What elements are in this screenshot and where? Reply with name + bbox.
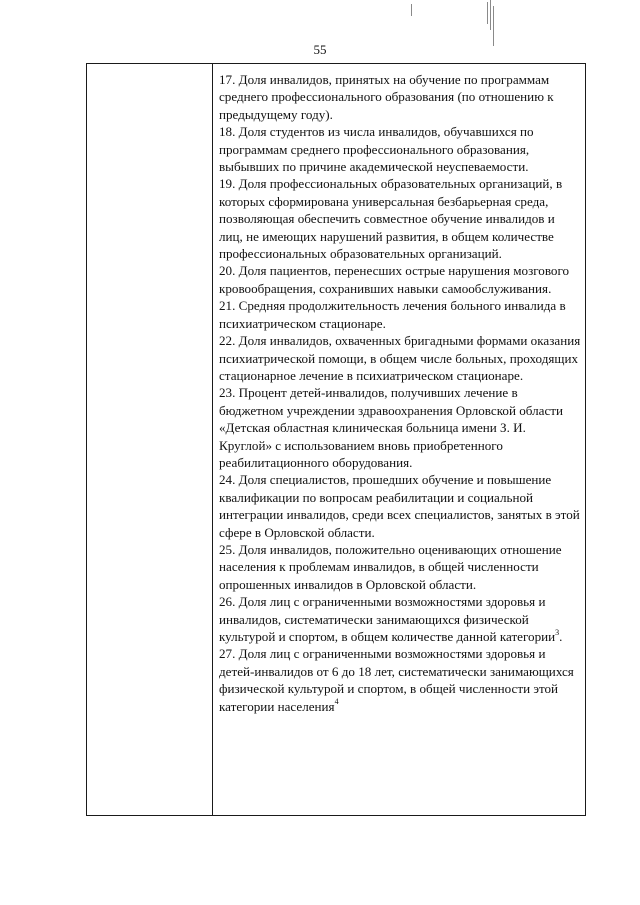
column-divider [212,64,213,815]
empty-left-cell [87,64,212,815]
indicator-text: 23. Процент детей-инвалидов, получивших лечение в бюджетном учреждении здравоохранения Орловской области «Детская областная клиническая больница имени З. И. Круглой» с использованием вновь приобретенного реабилитационного оборудования. [219,385,563,470]
scan-mark [487,2,488,24]
indicator-text: 26. Доля лиц с ограниченными возможностями здоровья и инвалидов, систематически занимающихся физической культурой и спортом, в общем количестве данной категории [219,594,556,644]
indicator-item [219,175,581,262]
page-number: 55 [313,42,327,57]
indicator-item [219,123,581,175]
indicator-text: 21. Средняя продолжительность лечения больного инвалида в психиатрическом стационаре. [219,298,566,331]
indicator-text: 20. Доля пациентов, перенесших острые нарушения мозгового кровообращения, сохранивших навыки самообслуживания. [219,263,570,296]
indicator-item [219,262,581,297]
indicator-item [219,471,581,541]
indicator-item [219,541,581,593]
scan-mark [490,0,491,30]
scan-mark [411,4,412,16]
indicator-item [219,593,581,645]
footnote-ref: 3 [555,627,560,637]
scan-mark [493,6,494,46]
indicator-tail: . [559,629,563,644]
indicator-item [219,384,581,471]
indicator-text: 18. Доля студентов из числа инвалидов, обучавшихся по программам среднего профессионального образования, выбывших по причине академической неуспеваемости. [219,124,534,175]
footnote-ref: 4 [334,697,339,707]
indicator-text: 19. Доля профессиональных образовательных организаций, в которых сформирована универсальная безбарьерная среда, позволяющая обеспечить совместное обучение инвалидов и лиц, не имеющих нарушений развития, в общем количестве профессиональных образовательных организаций. [219,176,563,262]
indicator-text: 22. Доля инвалидов, охваченных бригадными формами оказания психиатрической помощи, в общем числе больных, проходящих стационарное лечение в психиатрическом стационаре. [219,333,581,383]
indicator-item [219,332,581,384]
indicator-text: 17. Доля инвалидов, принятых на обучение по программам среднего профессионального образования (по отношению к предыдущему году). [219,72,554,122]
indicator-table [86,63,586,816]
indicator-item [219,71,581,123]
indicator-item [219,297,581,332]
indicator-list [219,71,581,715]
indicator-text: 27. Доля лиц с ограниченными возможностями здоровья и детей-инвалидов от 6 до 18 лет, систематически занимающихся физической культурой и спортом, в общей численности этой категории населения [219,646,574,714]
indicator-text: 25. Доля инвалидов, положительно оценивающих отношение населения к проблемам инвалидов, в общей численности опрошенных инвалидов в Орловской области. [219,541,562,592]
indicator-item [219,645,581,715]
indicator-text: 24. Доля специалистов, прошедших обучение и повышение квалификации по вопросам реабилитации и социальной интеграции инвалидов, среди всех специалистов, занятых в этой сфере в Орловской области. [219,472,580,540]
